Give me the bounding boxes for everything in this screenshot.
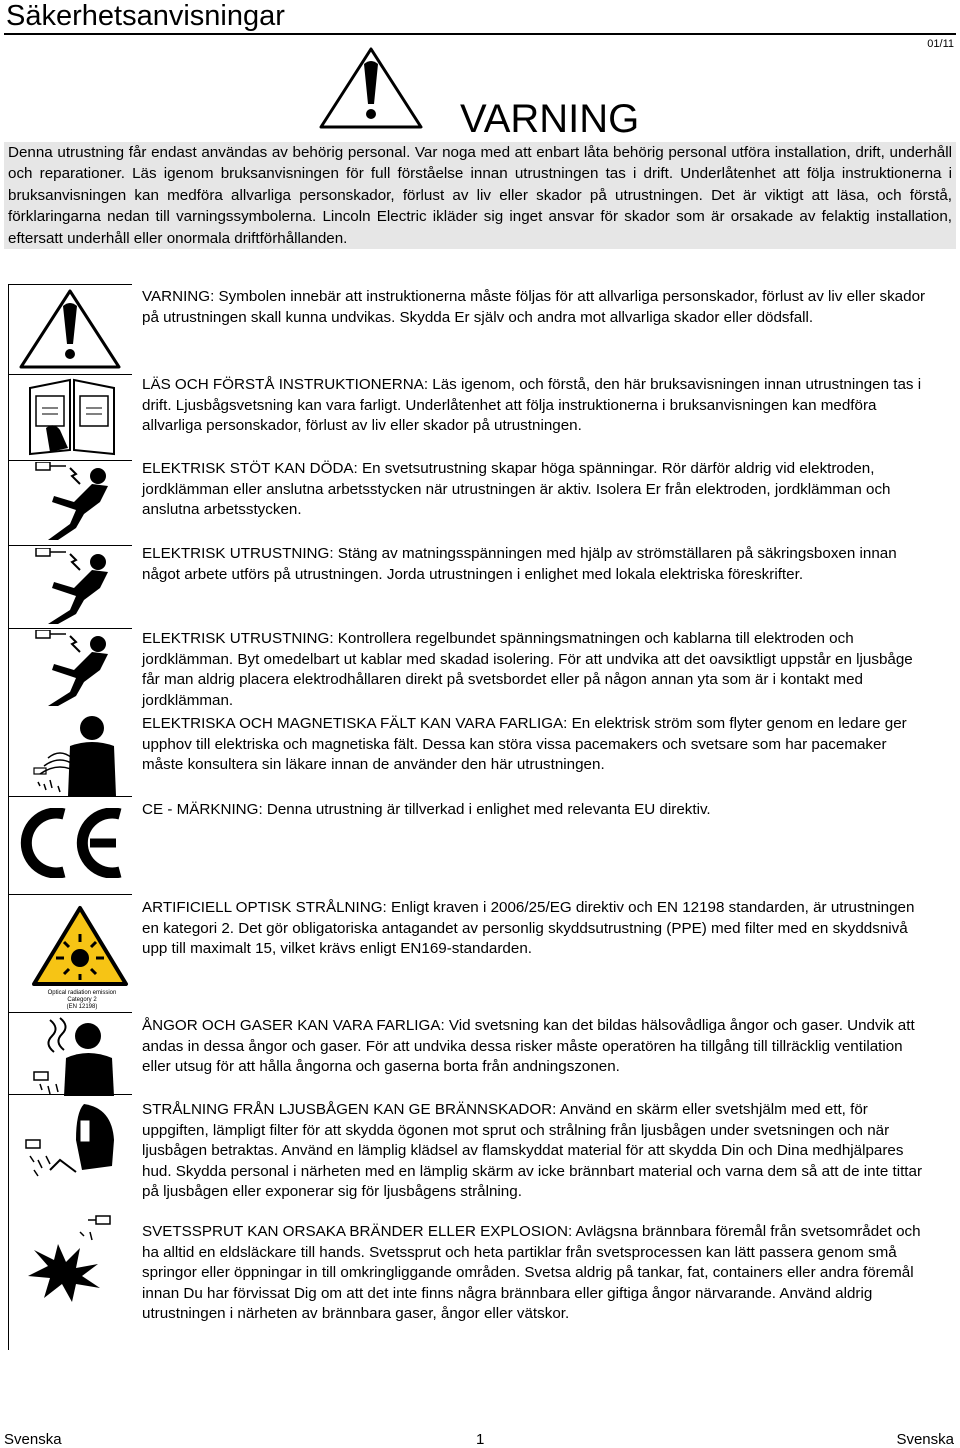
optical-radiation-label: Optical radiation emission Category 2 (EN 12198) bbox=[47, 990, 117, 1010]
item-ce-marking: CE - MÄRKNING: Denna utrustning är tillverkad i enlighet med relevanta EU direktiv. bbox=[142, 801, 711, 818]
divider bbox=[8, 545, 132, 546]
item-arc-radiation: STRÅLNING FRÅN LJUSBÅGEN KAN GE BRÄNNSKADOR: Använd en skärm eller svetshjälm med ett, för uppgiften, lämpligt filter för att skydda ögonen mot sprut och strålning från ljusbågen under svetsningen och när ljusbågen betraktas. Använd en lämplig klädsel av flamskyddat material för att skydda Din och Dina medhjälpares hud. Skydda personal i närheten med en lämplig skärm av icke brännbart material och varna dem så att de inte tittar på ljusbågen eller exponerar sig för ljusbågens strålning. bbox=[142, 1101, 923, 1201]
divider bbox=[8, 374, 132, 375]
item-warning: VARNING: Symbolen innebär att instruktionerna måste följas för att allvarliga personskador, förlust av liv eller skador på utrustningen skall kunna undvikas. Skydda Er själv och andra mot allvarliga skador eller dödsfall. bbox=[142, 288, 926, 326]
footer-page-number: 1 bbox=[476, 1431, 485, 1448]
warning-triangle-icon bbox=[18, 288, 122, 370]
magnetic-field-icon bbox=[30, 712, 124, 796]
divider bbox=[8, 796, 132, 797]
icon-column-top-border bbox=[8, 284, 132, 285]
intro-box bbox=[4, 142, 956, 249]
electric-shock-icon bbox=[14, 630, 124, 708]
electric-shock-icon bbox=[14, 548, 124, 626]
page-title: Säkerhetsanvisningar bbox=[6, 0, 285, 32]
item-electrical-equipment-2: ELEKTRISK UTRUSTNING: Kontrollera regelbundet spänningsmatningen och kablarna till elektroden och jordklämman. Byt omedelbart ut kablar med skadad isolering. För att undvika att det oavsiktligt uppstår en ljusbåge får man aldrig placera elektrodhållaren direkt på svetsbordet eller på någon annan yta som är i kontakt med jordklämman. bbox=[142, 630, 913, 709]
icon-column-border bbox=[8, 284, 9, 1350]
warning-triangle-icon bbox=[318, 46, 424, 130]
divider bbox=[8, 460, 132, 461]
item-electric-shock: ELEKTRISK STÖT KAN DÖDA: En svetsutrustning skapar höga spänningar. Rör därför aldrig vid elektroden, jordklämman eller anslutna arbetsstycken när utrustningen är aktiv. Isolera Er från elektroden, jordklämman och anslutna arbetsstycken. bbox=[142, 460, 891, 519]
item-electrical-equipment-1: ELEKTRISK UTRUSTNING: Stäng av matningsspänningen med hjälp av strömställaren på säkringsboxen innan något arbete utförs på utrustningen. Jorda utrustningen i enlighet med lokala elektriska föreskrifter. bbox=[142, 545, 897, 583]
welding-helmet-icon bbox=[20, 1100, 124, 1180]
manual-book-icon bbox=[24, 378, 120, 456]
fumes-icon bbox=[30, 1016, 124, 1098]
title-rule bbox=[4, 33, 956, 35]
item-optical-radiation: ARTIFICIELL OPTISK STRÅLNING: Enligt kraven i 2006/25/EG direktiv och EN 12198 standarden, är utrustningen en kategori 2. Det gör obligatoriska antagandet av personlig skyddsutrustning (PPE) med filter med en skyddsnivå upp till maximalt 15, vilket krävs enligt EN169-standarden. bbox=[142, 899, 915, 958]
divider bbox=[8, 894, 132, 895]
footer-language-right: Svenska bbox=[896, 1431, 954, 1448]
item-fumes-gases: ÅNGOR OCH GASER KAN VARA FARLIGA: Vid svetsning kan det bildas hälsovådliga ångor och gaser. Undvik att andas in dessa ångor och gaser. För att undvika dessa risker måste operatören ha tillgång till tillräcklig ventilation eller utsug för att hålla ångorna och gaserna borta från andningszonen. bbox=[142, 1017, 915, 1076]
electric-shock-icon bbox=[14, 462, 124, 542]
ce-mark-icon bbox=[20, 808, 124, 878]
page-reference: 01/11 bbox=[927, 38, 954, 50]
divider bbox=[8, 1094, 132, 1095]
divider bbox=[8, 1012, 132, 1013]
footer-language-left: Svenska bbox=[4, 1431, 62, 1448]
explosion-icon bbox=[18, 1214, 124, 1306]
divider bbox=[8, 628, 132, 629]
warning-heading: VARNING bbox=[460, 97, 640, 141]
item-spatter-fire: SVETSSPRUT KAN ORSAKA BRÄNDER ELLER EXPLOSION: Avlägsna brännbara föremål från svetsområdet och ha alltid en eldsläckare till hands. Svetssprut och heta partiklar från svetsprocessen kan lätt passera genom små springor eller öppningar in till omkringliggande områden. Svetsa aldrig på tankar, fat, containers eller andra föremål innan Du har förvissat Dig om att det inte finns några brännbara eller giftiga ångor närvarande. Använd aldrig utrustningen i närheten av brännbara gaser, ångor eller vätskor. bbox=[142, 1223, 921, 1323]
item-magnetic-fields: ELEKTRISKA OCH MAGNETISKA FÄLT KAN VARA FARLIGA: En elektrisk ström som flyter genom en ledare ger upphov till elektriska och magnetiska fält. Dessa kan störa vissa pacemakers och svetsare som har pacemaker måste konsultera sin läkare innan de använder den här utrustningen. bbox=[142, 715, 907, 774]
intro-text: Denna utrustning får endast användas av behörig personal. Var noga med att enbart låta behörig personal utföra installation, drift, underhåll och reparationer. Läs igenom bruksanvisningen för full förståelse innan utrustningen tas i drift. Underlåtenhet att följa instruktionerna i bruksanvisningen kan medföra allvarliga personskador, förlust av liv eller skador på utrustningen. Det är viktigt att läsa, och förstå, förklaringarna nedan till varningssymbolerna. Lincoln Electric ikläder sig inget ansvar för skador som är orsakade av felaktig installation, eftersatt underhåll eller onormala driftförhållanden. bbox=[8, 144, 952, 247]
optical-radiation-icon bbox=[30, 904, 130, 988]
item-read-instructions: LÄS OCH FÖRSTÅ INSTRUKTIONERNA: Läs igenom, och förstå, den här bruksavisningen innan utrustningen tas i drift. Ljusbågsvetsning kan vara farligt. Underlåtenhet att följa instruktionerna i bruksanvisningen kan medföra allvarliga personskador, förlust av liv eller skador på utrustningen. bbox=[142, 376, 922, 435]
